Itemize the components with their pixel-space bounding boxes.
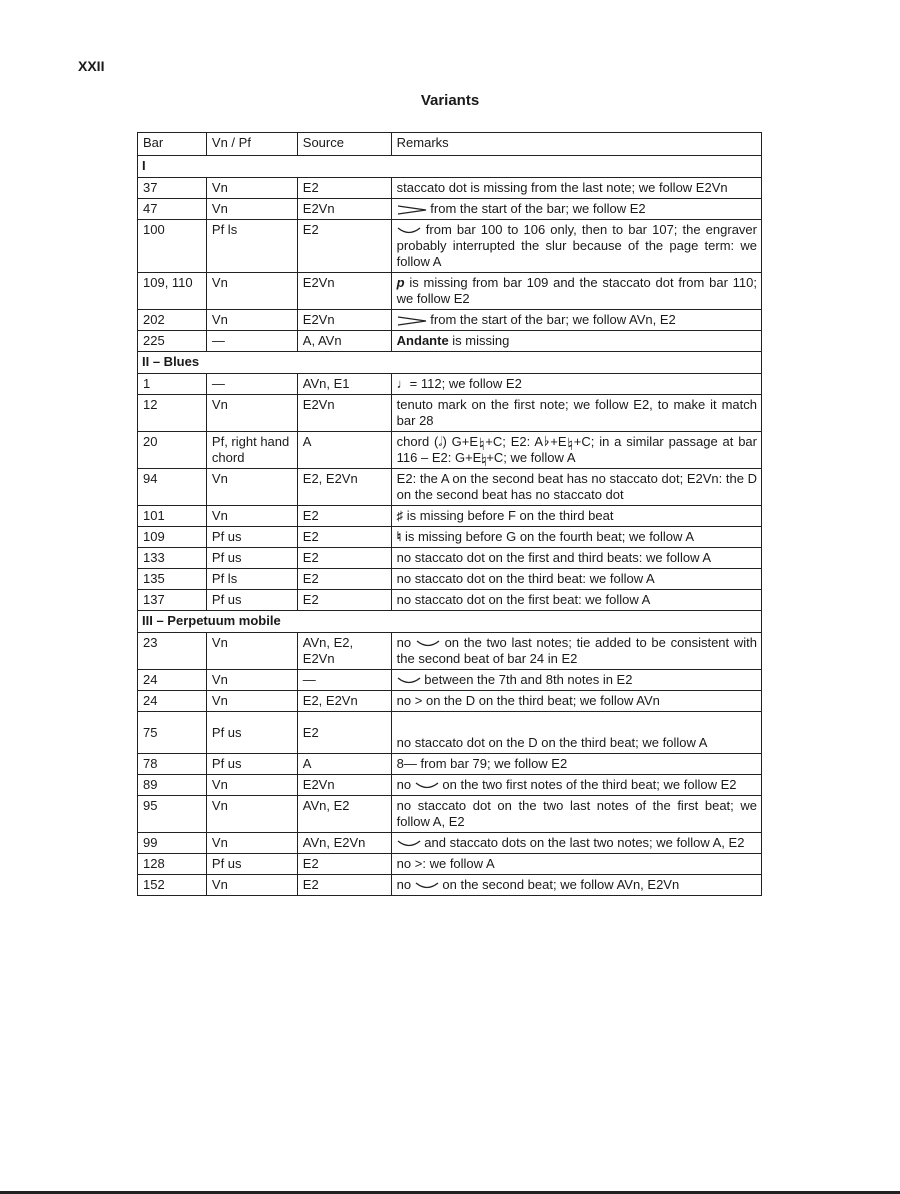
remark-cell xyxy=(391,199,761,220)
table-row xyxy=(138,633,762,670)
source-cell: E2, E2Vn xyxy=(297,469,391,506)
section-title: II – Blues xyxy=(138,352,762,374)
source-cell: A xyxy=(297,432,391,469)
table-row xyxy=(138,374,762,395)
source-cell: E2 xyxy=(297,548,391,569)
source-cell: E2Vn xyxy=(297,395,391,432)
table-row xyxy=(138,875,762,896)
bar-cell: 23 xyxy=(138,633,207,670)
table-row xyxy=(138,178,762,199)
slur-icon xyxy=(415,882,439,890)
source-cell: AVn, E1 xyxy=(297,374,391,395)
table-header-row xyxy=(138,133,762,156)
source-cell: E2Vn xyxy=(297,273,391,310)
bar-cell: 109 xyxy=(138,527,207,548)
remark-cell xyxy=(391,331,761,352)
vnpf-cell: — xyxy=(206,331,297,352)
remark-text: from bar 100 to 106 only, then to bar 107; the engraver probably interrupted the slur because of the page term: we follow A xyxy=(396,222,757,269)
remark-cell xyxy=(391,633,761,670)
remark-text: staccato dot is missing from the last note; we follow E2Vn xyxy=(396,180,728,195)
remark-cell xyxy=(391,712,761,754)
source-cell: E2 xyxy=(297,178,391,199)
slur-icon xyxy=(415,782,439,790)
vnpf-cell: Vn xyxy=(206,796,297,833)
remark-prefix: no xyxy=(396,777,412,792)
bar-cell: 1 xyxy=(138,374,207,395)
remark-cell xyxy=(391,273,761,310)
slur-icon xyxy=(416,640,440,648)
table-row xyxy=(138,310,762,331)
vnpf-cell: Vn xyxy=(206,469,297,506)
remark-cell xyxy=(391,469,761,506)
table-row xyxy=(138,754,762,775)
bar-cell: 89 xyxy=(138,775,207,796)
section-title: III – Perpetuum mobile xyxy=(138,611,762,633)
remark-cell xyxy=(391,395,761,432)
vnpf-cell: Vn xyxy=(206,506,297,527)
dynamic-piano-mark: p xyxy=(396,275,405,290)
source-cell: E2 xyxy=(297,875,391,896)
remark-text: is missing before G on the fourth beat; we follow A xyxy=(404,529,694,544)
remark-prefix: no xyxy=(396,877,412,892)
bar-cell: 202 xyxy=(138,310,207,331)
table-row xyxy=(138,670,762,691)
table-row xyxy=(138,833,762,854)
remark-text: chord (𝅗𝅥) G+E♮+C; E2: A♭+E♮+C; in a similar passage at bar 116 – E2: G+E♮+C; we follow A xyxy=(396,434,757,465)
source-cell: E2 xyxy=(297,712,391,754)
bar-cell: 78 xyxy=(138,754,207,775)
remark-text: is missing from bar 109 and the staccato dot from bar 110; we follow E2 xyxy=(396,275,757,306)
decrescendo-hairpin-icon xyxy=(397,316,427,326)
section-row xyxy=(138,611,762,633)
table-row xyxy=(138,395,762,432)
bar-cell: 75 xyxy=(138,712,207,754)
bar-cell: 137 xyxy=(138,590,207,611)
remark-cell xyxy=(391,875,761,896)
bar-cell: 24 xyxy=(138,691,207,712)
section-title: I xyxy=(138,156,762,178)
vnpf-cell: Pf, right hand chord xyxy=(206,432,297,469)
decrescendo-hairpin-icon xyxy=(397,205,427,215)
bar-cell: 99 xyxy=(138,833,207,854)
bar-cell: 101 xyxy=(138,506,207,527)
vnpf-cell: Vn xyxy=(206,875,297,896)
table-row xyxy=(138,590,762,611)
vnpf-cell: Vn xyxy=(206,670,297,691)
source-cell: AVn, E2, E2Vn xyxy=(297,633,391,670)
bar-cell: 100 xyxy=(138,220,207,273)
table-row xyxy=(138,712,762,754)
vnpf-cell: Vn xyxy=(206,833,297,854)
remark-text: no staccato dot on the first beat: we follow A xyxy=(396,592,651,607)
remark-cell xyxy=(391,432,761,469)
remark-cell xyxy=(391,506,761,527)
bar-cell: 12 xyxy=(138,395,207,432)
bar-cell: 152 xyxy=(138,875,207,896)
vnpf-cell: Vn xyxy=(206,395,297,432)
table-row xyxy=(138,548,762,569)
remark-text: no staccato dot on the first and third beats: we follow A xyxy=(396,550,712,565)
vnpf-cell: Pf ls xyxy=(206,220,297,273)
vnpf-cell: Pf us xyxy=(206,854,297,875)
source-cell: — xyxy=(297,670,391,691)
slur-icon xyxy=(397,840,421,848)
bar-cell: 225 xyxy=(138,331,207,352)
bar-cell: 24 xyxy=(138,670,207,691)
page-number: XXII xyxy=(78,58,105,74)
natural-icon: ♮ xyxy=(396,529,402,544)
vnpf-cell: Vn xyxy=(206,178,297,199)
remark-cell xyxy=(391,775,761,796)
accent-icon: > xyxy=(414,693,423,708)
remark-cell xyxy=(391,548,761,569)
remark-text: no staccato dot on the two last notes of the first beat; we follow A, E2 xyxy=(396,798,757,829)
remark-cell xyxy=(391,854,761,875)
remark-text: between the 7th and 8th notes in E2 xyxy=(424,672,633,687)
remark-prefix: no xyxy=(396,856,412,871)
bar-cell: 95 xyxy=(138,796,207,833)
remark-prefix: no xyxy=(396,635,412,650)
remark-cell xyxy=(391,310,761,331)
remark-text: tenuto mark on the first note; we follow E2, to make it match bar 28 xyxy=(396,397,757,428)
remark-cell xyxy=(391,691,761,712)
remark-text: Andante is missing xyxy=(396,333,510,348)
table-row xyxy=(138,331,762,352)
source-cell: E2 xyxy=(297,220,391,273)
remark-text: is missing before F on the third beat xyxy=(406,508,614,523)
vnpf-cell: Vn xyxy=(206,310,297,331)
remark-cell xyxy=(391,374,761,395)
vnpf-cell: Pf ls xyxy=(206,569,297,590)
header-bar: Bar xyxy=(138,133,207,156)
remark-cell xyxy=(391,833,761,854)
remark-cell xyxy=(391,569,761,590)
remark-cell xyxy=(391,796,761,833)
table-row xyxy=(138,854,762,875)
vnpf-cell: Vn xyxy=(206,273,297,310)
source-cell: E2Vn xyxy=(297,310,391,331)
vnpf-cell: Pf us xyxy=(206,548,297,569)
accent-icon: > xyxy=(414,856,423,871)
source-cell: E2 xyxy=(297,569,391,590)
bar-cell: 37 xyxy=(138,178,207,199)
source-cell: E2, E2Vn xyxy=(297,691,391,712)
remark-text: = 112; we follow E2 xyxy=(409,376,522,391)
remark-text: on the second beat; we follow AVn, E2Vn xyxy=(442,877,680,892)
remark-cell xyxy=(391,590,761,611)
source-cell: E2 xyxy=(297,506,391,527)
table-row xyxy=(138,506,762,527)
remark-cell xyxy=(391,178,761,199)
vnpf-cell: Vn xyxy=(206,633,297,670)
remark-text: no staccato dot on the third beat: we follow A xyxy=(396,571,655,586)
remark-text: from the start of the bar; we follow E2 xyxy=(430,201,646,216)
bar-cell: 128 xyxy=(138,854,207,875)
source-cell: AVn, E2 xyxy=(297,796,391,833)
variants-table xyxy=(137,132,762,896)
source-cell: A xyxy=(297,754,391,775)
table-row xyxy=(138,220,762,273)
page-title: Variants xyxy=(420,92,480,109)
remark-text: and staccato dots on the last two notes; we follow A, E2 xyxy=(424,835,745,850)
table-row xyxy=(138,691,762,712)
quarter-note-icon: ♩ xyxy=(396,376,410,391)
bar-cell: 94 xyxy=(138,469,207,506)
ottava-mark: 8— xyxy=(396,756,417,771)
section-row xyxy=(138,352,762,374)
remark-text: from the start of the bar; we follow AVn, E2 xyxy=(430,312,676,327)
remark-cell xyxy=(391,220,761,273)
remark-text: : we follow A xyxy=(422,856,495,871)
slur-icon xyxy=(397,227,421,235)
vnpf-cell: Pf us xyxy=(206,590,297,611)
header-source: Source xyxy=(297,133,391,156)
remark-prefix: no xyxy=(396,693,412,708)
source-cell: A, AVn xyxy=(297,331,391,352)
vnpf-cell: Vn xyxy=(206,775,297,796)
header-remarks: Remarks xyxy=(391,133,761,156)
table-row xyxy=(138,775,762,796)
table-row xyxy=(138,569,762,590)
remark-cell xyxy=(391,754,761,775)
vnpf-cell: Pf us xyxy=(206,754,297,775)
remark-text: on the two first notes of the third beat; we follow E2 xyxy=(442,777,737,792)
table-row xyxy=(138,273,762,310)
header-vnpf: Vn / Pf xyxy=(206,133,297,156)
remark-text: on the D on the third beat; we follow AVn xyxy=(425,693,660,708)
table-row xyxy=(138,527,762,548)
vnpf-cell: — xyxy=(206,374,297,395)
source-cell: AVn, E2Vn xyxy=(297,833,391,854)
remark-text: from bar 79; we follow E2 xyxy=(420,756,568,771)
table-row xyxy=(138,469,762,506)
sharp-icon: ♯ xyxy=(396,508,404,523)
vnpf-cell: Pf us xyxy=(206,527,297,548)
vnpf-cell: Vn xyxy=(206,691,297,712)
vnpf-cell: Pf us xyxy=(206,712,297,754)
remark-cell xyxy=(391,527,761,548)
bar-cell: 47 xyxy=(138,199,207,220)
bar-cell: 109, 110 xyxy=(138,273,207,310)
source-cell: E2 xyxy=(297,854,391,875)
remark-text: E2: the A on the second beat has no staccato dot; E2Vn: the D on the second beat has no staccato dot xyxy=(396,471,757,502)
table-row xyxy=(138,432,762,469)
bar-cell: 133 xyxy=(138,548,207,569)
remark-cell xyxy=(391,670,761,691)
source-cell: E2 xyxy=(297,590,391,611)
remark-text: on the two last notes; tie added to be consistent with the second beat of bar 24 in E2 xyxy=(396,635,757,666)
section-row xyxy=(138,156,762,178)
table-row xyxy=(138,796,762,833)
slur-icon xyxy=(397,677,421,685)
remark-text: no staccato dot on the D on the third beat; we follow A xyxy=(396,735,708,750)
vnpf-cell: Vn xyxy=(206,199,297,220)
source-cell: E2 xyxy=(297,527,391,548)
bar-cell: 135 xyxy=(138,569,207,590)
source-cell: E2Vn xyxy=(297,199,391,220)
bar-cell: 20 xyxy=(138,432,207,469)
table-row xyxy=(138,199,762,220)
source-cell: E2Vn xyxy=(297,775,391,796)
